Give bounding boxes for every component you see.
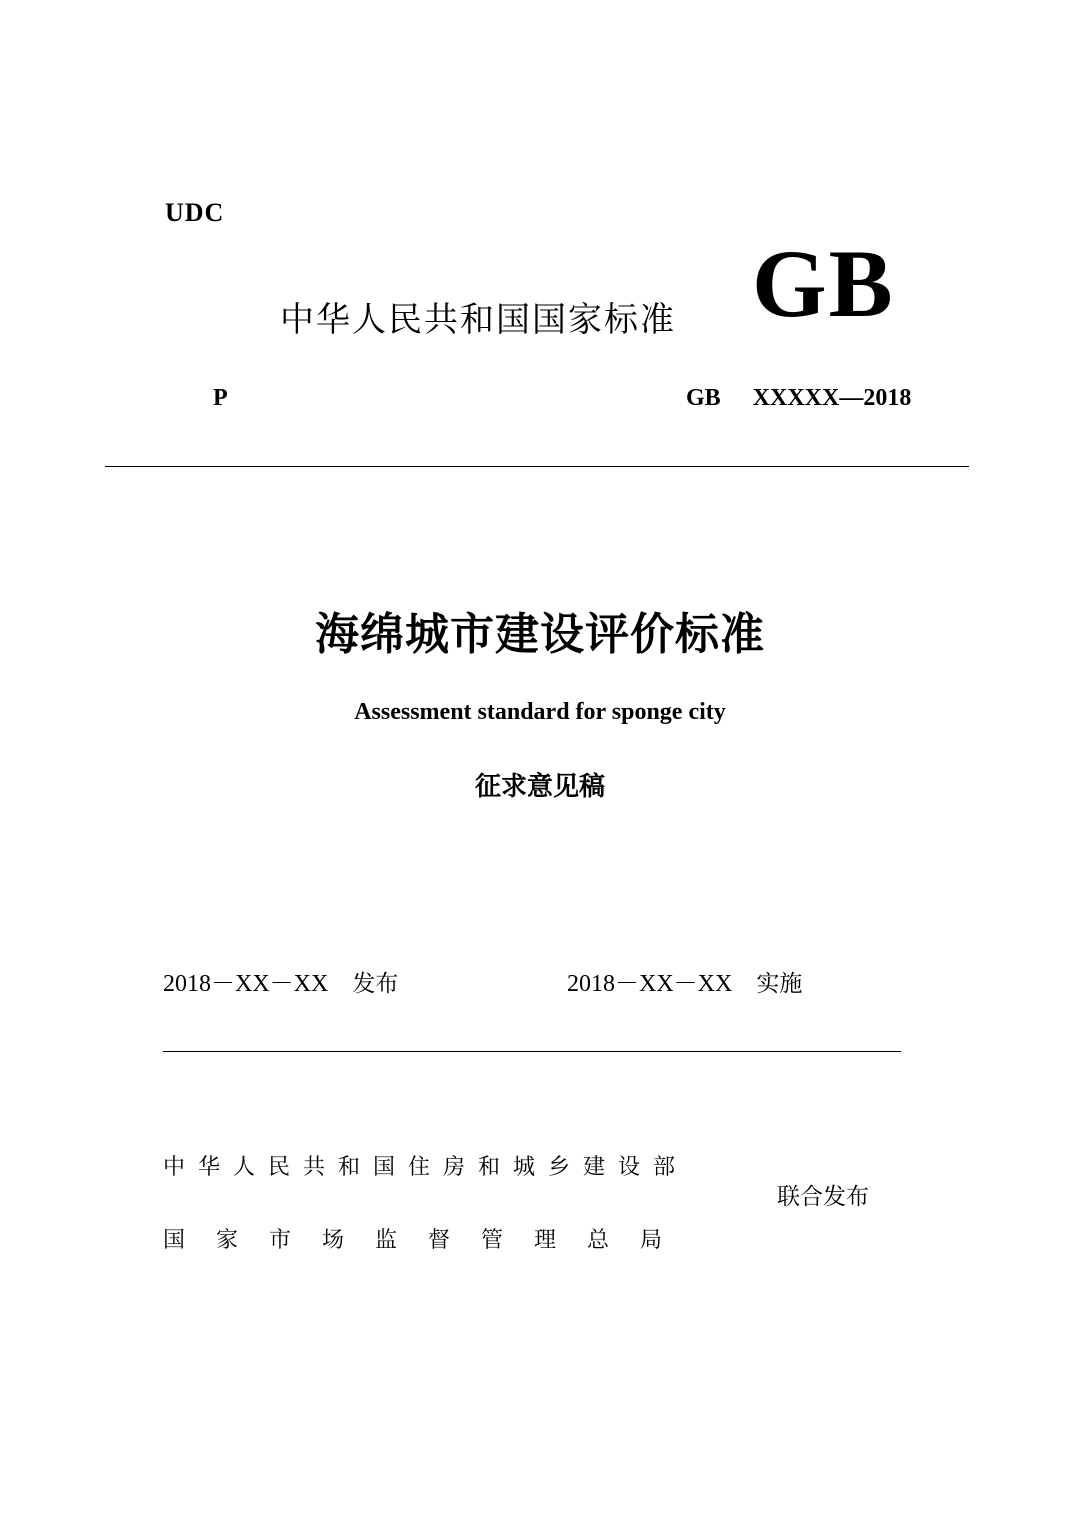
document-number: GB XXXXX—2018: [686, 385, 912, 411]
classification-code: P: [213, 385, 228, 411]
udc-label: UDC: [165, 198, 225, 227]
gb-logo: GB: [752, 230, 895, 337]
draft-status: 征求意见稿: [474, 772, 605, 802]
issue-date-block: [163, 963, 398, 998]
top-divider: [105, 466, 969, 467]
joint-publish-label: 联合发布: [777, 1184, 869, 1210]
bottom-divider: [163, 1051, 901, 1052]
title-english: Assessment standard for sponge city: [354, 699, 726, 725]
title-chinese: 海绵城市建设评价标准: [315, 609, 765, 660]
publisher-ministry: 中华人民共和国住房和城乡建设部: [163, 1155, 689, 1180]
issue-date: 2018－XX－XX: [163, 971, 329, 997]
implement-date-block: [567, 963, 802, 998]
publisher-administration: 国家市场监督管理总局: [163, 1228, 694, 1253]
standard-type: 中华人民共和国国家标准: [280, 300, 676, 340]
issue-label: 发布: [352, 971, 399, 997]
implement-label: 实施: [756, 971, 803, 997]
implement-date: 2018－XX－XX: [567, 971, 733, 997]
